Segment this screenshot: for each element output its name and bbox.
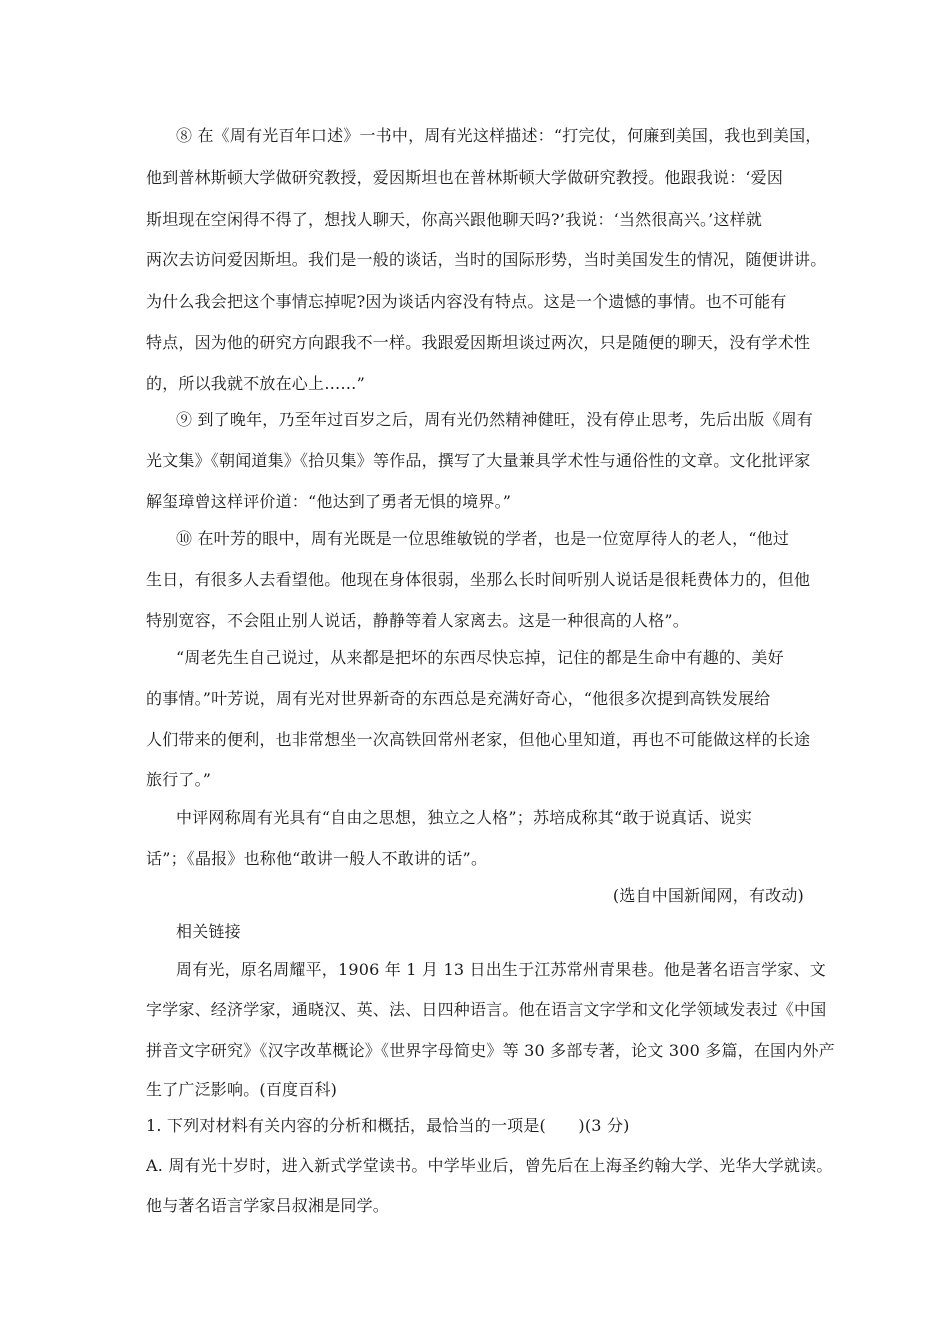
text-line: 光文集》《朝闻道集》《拾贝集》等作品，撰写了大量兼具学术性与通俗性的文章。文化批评家: [146, 451, 811, 470]
text-line: 的，所以我就不放在心上……”: [146, 374, 365, 393]
section-heading: 相关链接: [176, 922, 241, 941]
text-line: 解玺璋曾这样评价道：“他达到了勇者无惧的境界。”: [146, 492, 512, 511]
text-line: 人们带来的便利，也非常想坐一次高铁回常州老家，但他心里知道，再也不可能做这样的长途: [146, 730, 811, 749]
text-line: 生了广泛影响。(百度百科): [146, 1080, 338, 1099]
text-line: 话”；《晶报》也称他“敢讲一般人不敢讲的话”。: [146, 849, 488, 868]
text-line: 拼音文字研究》《汉字改革概论》《世界字母简史》等 30 多部专著，论文 300 多篇，在国内外产: [146, 1041, 835, 1060]
text-line: 他到普林斯顿大学做研究教授，爱因斯坦也在普林斯顿大学做研究教授。他跟我说：‘爱因: [146, 168, 784, 187]
text-line: 特点，因为他的研究方向跟我不一样。我跟爱因斯坦谈过两次，只是随便的聊天，没有学术性: [146, 333, 811, 352]
text-line: 他与著名语言学家吕叔湘是同学。: [146, 1196, 390, 1215]
text-line: 的事情。”叶芳说，周有光对世界新奇的东西总是充满好奇心，“他很多次提到高铁发展给: [146, 689, 771, 708]
text-line: 两次去访问爱因斯坦。我们是一般的谈话，当时的国际形势，当时美国发生的情况，随便讲讲。: [146, 250, 827, 269]
text-line: 周有光，原名周耀平，1906 年 1 月 13 日出生于江苏常州青果巷。他是著名语言学家、文: [176, 960, 826, 979]
source-citation: (选自中国新闻网，有改动): [612, 886, 804, 905]
text-line: 斯坦现在空闲得不得了，想找人聊天，你高兴跟他聊天吗?’我说：‘当然很高兴。’这样就: [146, 210, 763, 229]
question-stem: 1. 下列对材料有关内容的分析和概括，最恰当的一项是( )(3 分): [146, 1116, 630, 1135]
text-line: 旅行了。”: [146, 770, 212, 789]
text-line: 中评网称周有光具有“自由之思想，独立之人格”；苏培成称其“敢于说真话、说实: [176, 808, 752, 827]
text-line: 为什么我会把这个事情忘掉呢?因为谈话内容没有特点。这是一个遗憾的事情。也不可能有: [146, 292, 787, 311]
text-line: 生日，有很多人去看望他。他现在身体很弱，坐那么长时间听别人说话是很耗费体力的，但他: [146, 570, 811, 589]
text-line: “周老先生自己说过，从来都是把坏的东西尽快忘掉，记住的都是生命中有趣的、美好: [176, 648, 784, 667]
text-line: 特别宽容，不会阻止别人说话，静静等着人家离去。这是一种很高的人格”。: [146, 611, 689, 630]
text-line: ⑨ 到了晚年，乃至年过百岁之后，周有光仍然精神健旺，没有停止思考，先后出版《周有: [176, 410, 814, 429]
text-line: 字学家、经济学家，通晓汉、英、法、日四种语言。他在语言文字学和文化学领域发表过《中国: [146, 1000, 827, 1019]
text-line: ⑩ 在叶芳的眼中，周有光既是一位思维敏锐的学者，也是一位宽厚待人的老人，“他过: [176, 529, 790, 548]
text-line: ⑧ 在《周有光百年口述》一书中，周有光这样描述：“打完仗，何廉到美国，我也到美国，: [176, 126, 822, 145]
option-a: A. 周有光十岁时，进入新式学堂读书。中学毕业后，曾先后在上海圣约翰大学、光华大学就读。: [146, 1156, 833, 1175]
